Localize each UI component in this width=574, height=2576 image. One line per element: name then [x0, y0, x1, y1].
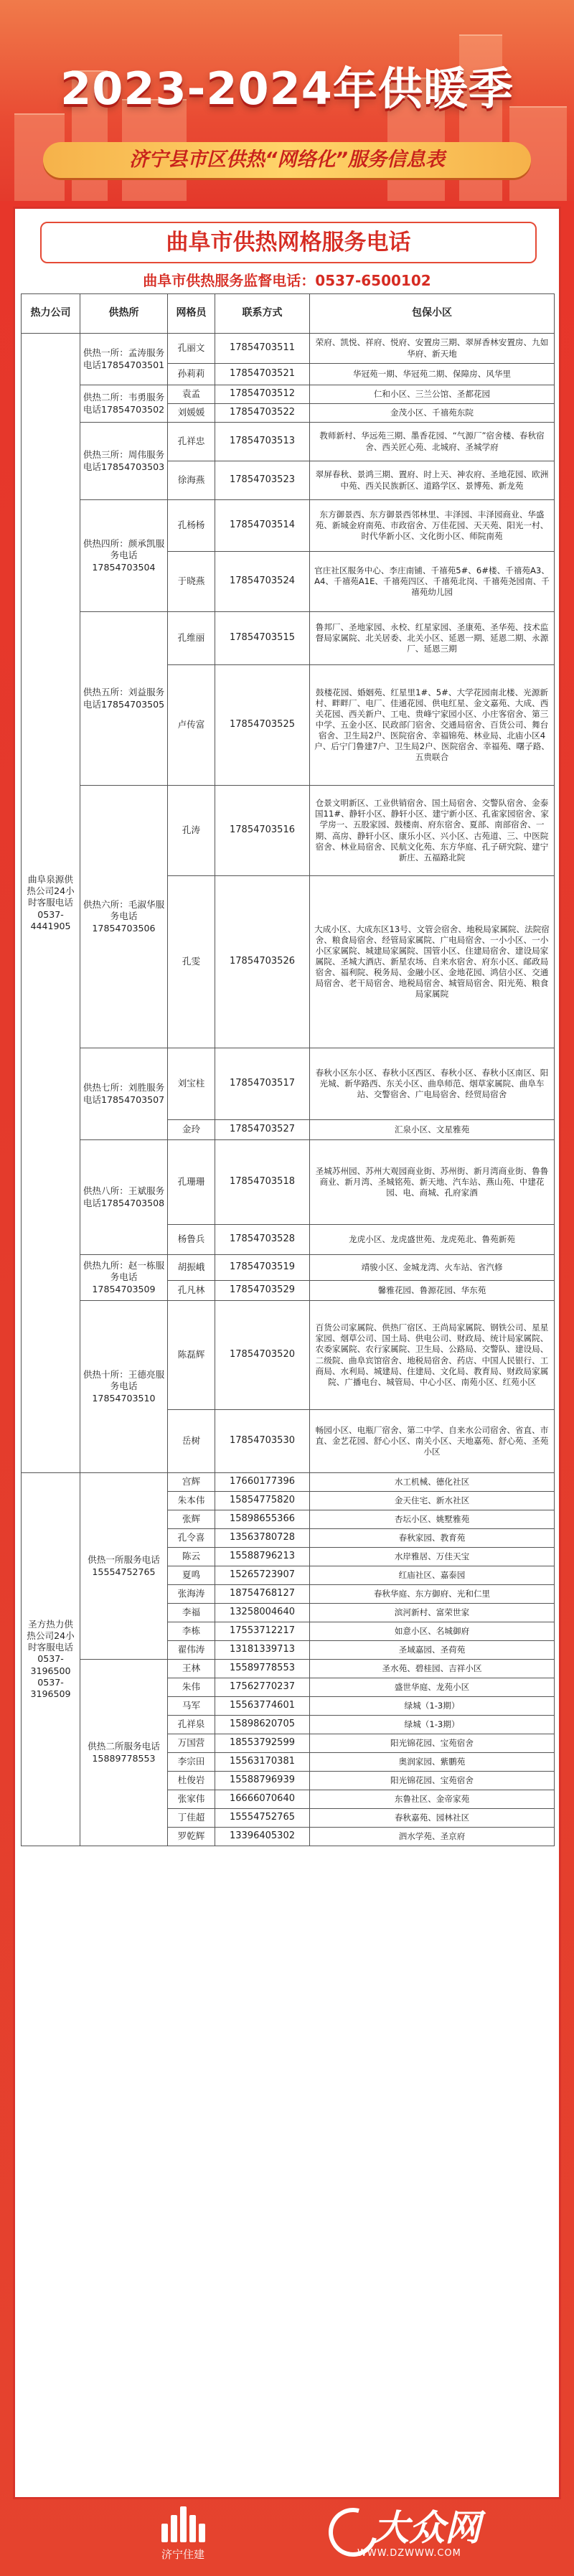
station-cell: 供热二所：韦勇服务电话17854703502 [80, 385, 168, 423]
area: 东鲁社区、金帝家苑 [310, 1790, 555, 1809]
area: 如意小区、名城御府 [310, 1622, 555, 1641]
area: 华冠苑一期、华冠苑二期、保障房、风华里 [310, 364, 555, 385]
phone: 17854703522 [215, 404, 310, 423]
gridman: 朱本伟 [168, 1492, 215, 1510]
station-cell: 供热八所：王斌服务电话17854703508 [80, 1140, 168, 1255]
phone: 15265723907 [215, 1566, 310, 1585]
phone: 17854703524 [215, 552, 310, 612]
station-cell: 供热九所：赵一栋服务电话17854703509 [80, 1255, 168, 1301]
phone: 15589778553 [215, 1660, 310, 1678]
phone: 15898655366 [215, 1510, 310, 1529]
right-logo-url: WWW.DZWWW.COM [357, 2548, 461, 2559]
area: 金天住宅、新水社区 [310, 1492, 555, 1510]
phone: 15588796213 [215, 1548, 310, 1566]
area: 官庄社区服务中心、李庄南铺、千禧苑5#、6#楼、千禧苑A3、A4、千禧苑A1E、千禧苑四区、千禧苑北岗、千禧苑尧园南、千禧苑幼儿园 [310, 552, 555, 612]
area: 滨河新村、富荣世家 [310, 1604, 555, 1622]
table-row [22, 385, 555, 404]
area: 盛世华庭、龙苑小区 [310, 1678, 555, 1697]
area: 鲁邦厂、圣地家园、永校、红星家园、圣康苑、圣华苑、技术监督局家属院、北关居委、北关小区、延恩一期、延恩二期、永源厂、延恩三期 [310, 612, 555, 665]
phone: 15563774601 [215, 1697, 310, 1716]
gridman: 胡振峨 [168, 1255, 215, 1281]
gridman: 孔杨杨 [168, 500, 215, 552]
area: 泗水学苑、圣京府 [310, 1828, 555, 1846]
area: 仓景文明新区、工业供销宿舍、国土局宿舍、交警队宿舍、金泰国11#、静轩小区、静轩小区、建宁新小区、孔雀家园宿舍、家学房一、五股家园、鼓楼南、府东宿舍、夏部、南部宿舍、一期、高房、静轩小区、康乐小区、兴小区、古苑道、三、中医院宿舍、林业局宿舍、民航文化苑、东方华庭、孔子研究院、建宁新庄、五福路北院 [310, 786, 555, 876]
gridman: 孔雯 [168, 876, 215, 1048]
station-cell: 供热三所：周伟服务电话17854703503 [80, 423, 168, 500]
area: 东方御景西、东方御景西邻林里、丰泽园、丰泽园商业、华盛苑、新城金府南苑、市政宿舍、万佳花园、天天苑、阳光一村、时代华新小区、文化街小区、师院南苑 [310, 500, 555, 552]
area: 水岸雅居、万佳天宝 [310, 1548, 555, 1566]
area: 红庙社区、嘉泰园 [310, 1566, 555, 1585]
table-row [22, 423, 555, 461]
phone: 17854703523 [215, 461, 310, 500]
gridman: 孔涛 [168, 786, 215, 876]
area: 春秋小区东小区、春秋小区西区、春秋小区、春秋小区南区、阳光城、新华路西、东关小区、曲阜师范、烟草家属院、曲阜车站、交警宿舍、广电局宿舍、经贸局宿舍 [310, 1048, 555, 1120]
phone: 15554752765 [215, 1809, 310, 1828]
phone: 13396405302 [215, 1828, 310, 1846]
header-contact: 联系方式 [215, 294, 310, 334]
phone: 13181339713 [215, 1641, 310, 1660]
gridman: 夏鸣 [168, 1566, 215, 1585]
area: 畅园小区、电瓶厂宿舍、第二中学、自来水公司宿舍、省直、市直、金艺花园、舒心小区、南关小区、天地嘉苑、舒心苑、圣苑小区 [310, 1410, 555, 1473]
phone: 17854703513 [215, 423, 310, 461]
area: 百货公司家属院、供热厂宿区、王尚局家属院、钢铁公司、星星家园、烟草公司、国土局、供电公司、财政局、统计局家属院、农委家属院、农行家属院、卫生局、公路局、交警队、建设局、二级院、曲阜宾馆宿舍、地税局宿舍、药店、中国人民银行、工商局、水利局、城建局、住建局、文化局、教育局、财政局家属院、广播电台、城管局、中心小区、南苑小区、红苑小区 [310, 1301, 555, 1410]
phone: 17854703527 [215, 1120, 310, 1140]
area: 翠屏春秋、景鸿三期、置府、时上天、神农府、圣地花园、欧洲中苑、西关民族新区、道路学区、景博苑、新龙苑 [310, 461, 555, 500]
company-cell: 圣方热力供热公司24小时客服电话0537-3196500 0537-3196509 [22, 1473, 80, 1846]
left-logo-text: 济宁住建 [161, 2548, 204, 2561]
area: 龙虎小区、龙虎盛世苑、龙虎苑北、鲁苑新苑 [310, 1225, 555, 1255]
phone: 17854703530 [215, 1410, 310, 1473]
phone: 17562770237 [215, 1678, 310, 1697]
phone: 17854703515 [215, 612, 310, 665]
phone: 18754768127 [215, 1585, 310, 1604]
gridman: 李福 [168, 1604, 215, 1622]
header-area: 包保小区 [310, 294, 555, 334]
company-cell: 曲阜泉源供热公司24小时客服电话0537-4441905 [22, 334, 80, 1473]
gridman: 李宗田 [168, 1753, 215, 1772]
area: 圣城苏州园、苏州大观园商业街、苏州街、新月湾商业街、鲁鲁商业、新月湾、圣城铭苑、新天地、汽车站、燕山苑、中建花园、电、商城、孔府家酒 [310, 1140, 555, 1225]
phone: 17854703517 [215, 1048, 310, 1120]
area: 汇泉小区、文星雅苑 [310, 1120, 555, 1140]
gridman: 孔祥泉 [168, 1716, 215, 1734]
table-row [22, 1301, 555, 1410]
building-logo-icon [140, 2506, 226, 2542]
gridman: 刘宝柱 [168, 1048, 215, 1120]
gridman: 孔丽文 [168, 334, 215, 364]
gridman: 岳树 [168, 1410, 215, 1473]
phone: 15563170381 [215, 1753, 310, 1772]
info-card [13, 207, 561, 2499]
area: 仁和小区、三兰公馆、圣都花园 [310, 385, 555, 404]
phone: 13563780728 [215, 1529, 310, 1548]
area: 大成小区、大成东区13号、文管会宿舍、地税局家属院、法院宿舍、粮食局宿舍、经管局家属院、广电局宿舍、一小小区、一小小区家属院、城建局家属院、国管小区、住建局宿舍、建设局家属院、圣城大酒店、新星农场、自来水宿舍、府东小区、邮政局宿舍、福利院、税务局、金融小区、金地花园、鸿信小区、交通局宿舍、老干局宿舍、地税局宿舍、城管局宿舍、阳光苑、粮食局家属院 [310, 876, 555, 1048]
area: 春秋家园、教育苑 [310, 1529, 555, 1548]
gridman: 孔祥忠 [168, 423, 215, 461]
gridman: 张海涛 [168, 1585, 215, 1604]
phone: 16666070640 [215, 1790, 310, 1809]
area: 春秋嘉苑、园林社区 [310, 1809, 555, 1828]
table-row [22, 1660, 555, 1678]
phone: 17854703516 [215, 786, 310, 876]
gridman: 张辉 [168, 1510, 215, 1529]
phone: 17854703525 [215, 665, 310, 786]
phone: 17854703520 [215, 1301, 310, 1410]
phone: 18553792599 [215, 1734, 310, 1753]
gridman: 徐海燕 [168, 461, 215, 500]
gridman: 卢传富 [168, 665, 215, 786]
page-title: 2023-2024年供暖季 [60, 62, 514, 115]
area: 绿城（1-3期） [310, 1697, 555, 1716]
gridman: 杜俊岩 [168, 1772, 215, 1790]
gridman: 陈云 [168, 1548, 215, 1566]
phone: 13258004640 [215, 1604, 310, 1622]
header-company: 热力公司 [22, 294, 80, 334]
table-row [22, 1048, 555, 1120]
phone: 17660177396 [215, 1473, 310, 1492]
gridman: 翟伟涛 [168, 1641, 215, 1660]
dzwww-logo [329, 2508, 501, 2572]
phone: 17854703526 [215, 876, 310, 1048]
header-station: 供热所 [80, 294, 168, 334]
table-row [22, 786, 555, 876]
table-row [22, 334, 555, 364]
station-cell: 供热十所：王德亮服务电话17854703510 [80, 1301, 168, 1473]
area: 圣域嘉园、圣荷苑 [310, 1641, 555, 1660]
station-cell: 供热二所服务电话15889778553 [80, 1660, 168, 1846]
gridman: 于晓燕 [168, 552, 215, 612]
phone: 17854703511 [215, 334, 310, 364]
phone: 17854703519 [215, 1255, 310, 1281]
service-table [21, 293, 555, 1846]
table-header-row [22, 294, 555, 334]
table-row [22, 1140, 555, 1225]
phone: 17854703514 [215, 500, 310, 552]
station-cell: 供热五所：刘益服务电话17854703505 [80, 612, 168, 786]
area: 水工机械、德化社区 [310, 1473, 555, 1492]
gridman: 李栋 [168, 1622, 215, 1641]
gridman: 罗乾辉 [168, 1828, 215, 1846]
jining-housing-logo [140, 2506, 226, 2571]
table-row [22, 500, 555, 552]
subtitle-banner: 济宁县市区供热“网络化”服务信息表 [43, 142, 531, 178]
area: 春秋华庭、东方御府、光和仁里 [310, 1585, 555, 1604]
table-row [22, 612, 555, 665]
header-gridman: 网格员 [168, 294, 215, 334]
area: 圣水苑、碧桂园、吉祥小区 [310, 1660, 555, 1678]
area: 阳光锦花园、宝苑宿舍 [310, 1734, 555, 1753]
station-cell: 供热一所：孟涛服务电话17854703501 [80, 334, 168, 385]
area: 杏坛小区、姚墅雅苑 [310, 1510, 555, 1529]
gridman: 马军 [168, 1697, 215, 1716]
area: 鼓楼花园、婚姻苑、红星里1#、5#、大学花园南北楼、光源新村、畔畔厂、电厂、佳通花园、供电红星、金文嘉苑、大成、西关花园、西关新户、工电、贵峰宁家园小区、小庄客宿舍、第三中学、五金小区、民政部门宿舍、交通局宿舍、百货公司、舞台宿舍、卫生局2户、医院宿舍、幸福锦苑、林业局、北庙小区4户、后宁门鲁建7户、卫生局2户、医院宿舍、幸福苑、曙子路、五贵联合 [310, 665, 555, 786]
area: 奥润家园、紫鹏苑 [310, 1753, 555, 1772]
area: 绿城（1-3期） [310, 1716, 555, 1734]
station-cell: 供热七所：刘胜服务电话17854703507 [80, 1048, 168, 1140]
phone: 15898620705 [215, 1716, 310, 1734]
phone: 15854775820 [215, 1492, 310, 1510]
phone: 17854703512 [215, 385, 310, 404]
gridman: 孔凡林 [168, 1281, 215, 1301]
area: 靖骏小区、金城龙湾、火车站、省汽修 [310, 1255, 555, 1281]
area: 馨雅花园、鲁源花园、华东苑 [310, 1281, 555, 1301]
gridman: 万国营 [168, 1734, 215, 1753]
supervision-hotline: 曲阜市供热服务监督电话：0537-6500102 [143, 272, 431, 289]
station-cell: 供热六所：毛淑华服务电话17854703506 [80, 786, 168, 1048]
gridman: 杨鲁兵 [168, 1225, 215, 1255]
area: 教师新村、华远苑三期、墨香花园、“气源厂”宿舍楼、春秋宿舍、西关匠心苑、北城府、圣城学府 [310, 423, 555, 461]
footer [0, 2499, 574, 2576]
phone: 17854703518 [215, 1140, 310, 1225]
table-row [22, 1473, 555, 1492]
gridman: 陈磊辉 [168, 1301, 215, 1410]
gridman: 袁孟 [168, 385, 215, 404]
card-title: 曲阜市供热网格服务电话 [40, 222, 537, 263]
phone: 15588796939 [215, 1772, 310, 1790]
area: 荣府、凯悦、祥府、悦府、安置房三期、翠屏香林安置房、九如华府、新天地 [310, 334, 555, 364]
station-cell: 供热四所：颜承凯服务电话17854703504 [80, 500, 168, 612]
right-logo-text: 大众网 [373, 2507, 481, 2549]
phone: 17553712217 [215, 1622, 310, 1641]
table-row [22, 1255, 555, 1281]
area: 阳光锦花园、宝苑宿舍 [310, 1772, 555, 1790]
gridman: 孔令喜 [168, 1529, 215, 1548]
gridman: 孔维丽 [168, 612, 215, 665]
gridman: 金玲 [168, 1120, 215, 1140]
gridman: 宫辉 [168, 1473, 215, 1492]
gridman: 刘媛媛 [168, 404, 215, 423]
phone: 17854703529 [215, 1281, 310, 1301]
gridman: 王林 [168, 1660, 215, 1678]
area: 金茂小区、千禧苑东院 [310, 404, 555, 423]
phone: 17854703521 [215, 364, 310, 385]
station-cell: 供热一所服务电话15554752765 [80, 1473, 168, 1660]
gridman: 朱伟 [168, 1678, 215, 1697]
gridman: 孔珊珊 [168, 1140, 215, 1225]
gridman: 丁佳超 [168, 1809, 215, 1828]
gridman: 张家伟 [168, 1790, 215, 1809]
phone: 17854703528 [215, 1225, 310, 1255]
gridman: 孙莉莉 [168, 364, 215, 385]
